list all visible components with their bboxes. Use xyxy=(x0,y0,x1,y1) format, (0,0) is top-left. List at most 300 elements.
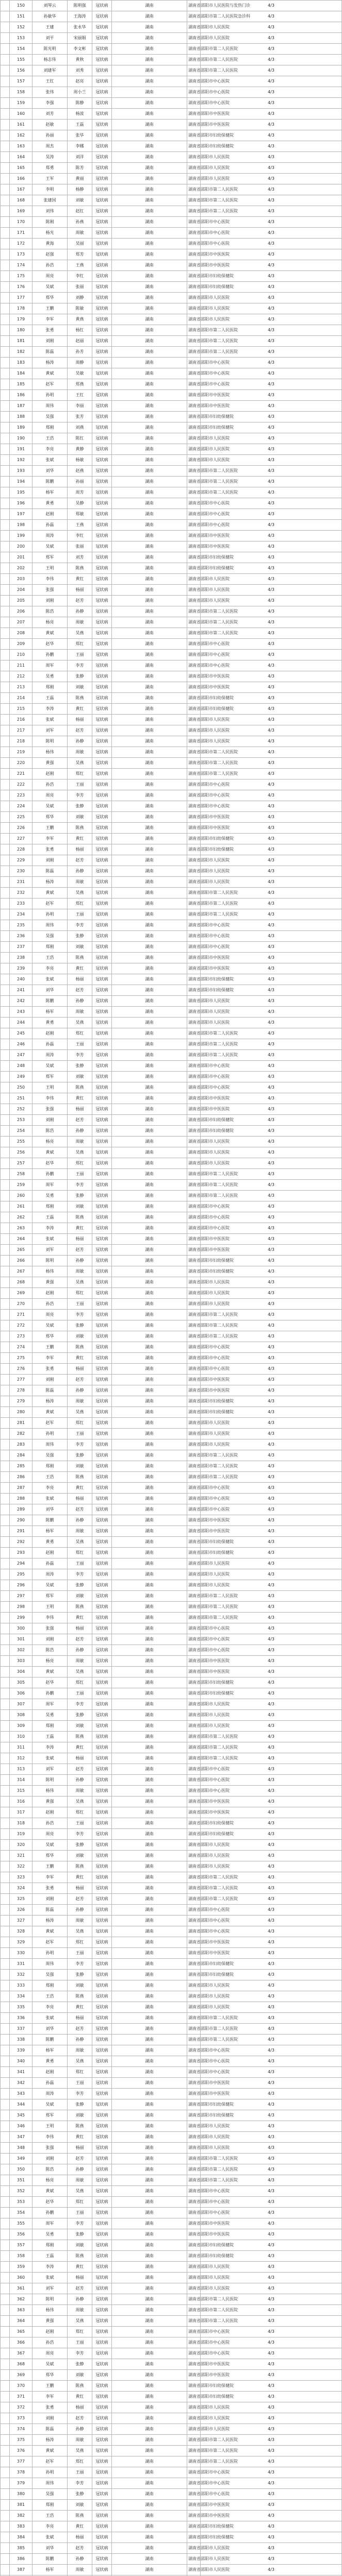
table-row xyxy=(1,1342,342,1353)
region-cell: 湖南 xyxy=(112,1742,187,1753)
row-number-cell: 216 xyxy=(10,715,32,725)
table-row xyxy=(1,2089,342,2099)
spacer-cell xyxy=(1,2489,10,2500)
category-cell: 冠状病 xyxy=(92,120,112,130)
institution-cell: 湖南省邵阳市妇幼保健院 xyxy=(187,1959,201,1970)
name-cell: 陈浩 xyxy=(32,1126,68,1137)
name-cell: 孙静 xyxy=(68,1515,92,1526)
name-cell: 张永华 xyxy=(68,22,92,33)
date-cell: 4/3 xyxy=(201,996,342,1007)
institution-cell: 湖南省邵阳市人民医院 xyxy=(187,1158,201,1169)
institution-cell: 湖南省邵阳市中医医院 xyxy=(187,682,201,693)
table-row xyxy=(1,563,342,574)
institution-cell: 湖南省邵阳市中医医院 xyxy=(187,249,201,260)
region-cell: 湖南 xyxy=(112,660,187,671)
region-cell: 湖南 xyxy=(112,639,187,650)
institution-cell: 湖南省邵阳市妇幼保健院 xyxy=(187,974,201,985)
date-cell: 4/3 xyxy=(201,812,342,823)
institution-cell: 湖南省邵阳市人民医院 xyxy=(187,1418,201,1429)
name-cell: 李军 xyxy=(32,1353,68,1364)
spacer-cell xyxy=(1,769,10,779)
spacer-cell xyxy=(1,866,10,877)
table-row xyxy=(1,65,342,76)
date-cell: 4/3 xyxy=(201,1667,342,1677)
date-cell: 4/3 xyxy=(201,2381,342,2392)
institution-cell: 湖南省邵阳市妇幼保健院 xyxy=(187,1266,201,1277)
spacer-cell xyxy=(1,2521,10,2532)
table-row xyxy=(1,1937,342,1948)
region-cell: 湖南 xyxy=(112,1504,187,1515)
name-cell: 黄斌 xyxy=(32,1926,68,1937)
category-cell: 冠状病 xyxy=(92,974,112,985)
table-row xyxy=(1,1147,342,1158)
name-cell: 刘华 xyxy=(32,985,68,996)
institution-cell: 湖南省邵阳市中心医院 xyxy=(187,779,201,790)
institution-cell: 湖南省邵阳市第二人民医院 xyxy=(187,184,201,195)
category-cell: 冠状病 xyxy=(92,888,112,899)
date-cell: 4/3 xyxy=(201,2089,342,2099)
institution-cell: 湖南省邵阳市妇幼保健院 xyxy=(187,2099,201,2110)
category-cell: 冠状病 xyxy=(92,477,112,487)
name-cell: 郑红 xyxy=(68,1548,92,1558)
row-number-cell: 173 xyxy=(10,249,32,260)
table-row xyxy=(1,1245,342,1256)
row-number-cell: 361 xyxy=(10,2283,32,2294)
name-cell: 郑红 xyxy=(68,899,92,909)
date-cell: 4/3 xyxy=(201,596,342,606)
table-row xyxy=(1,368,342,379)
row-number-cell: 172 xyxy=(10,239,32,249)
region-cell: 湖南 xyxy=(112,1245,187,1256)
category-cell: 冠状病 xyxy=(92,2305,112,2316)
row-number-cell: 291 xyxy=(10,1526,32,1537)
table-row xyxy=(1,2283,342,2294)
row-number-cell: 355 xyxy=(10,2218,32,2229)
table-row xyxy=(1,801,342,812)
region-cell: 湖南 xyxy=(112,487,187,498)
institution-cell: 湖南省邵阳市第二人民医院 xyxy=(187,1450,201,1461)
spacer-cell xyxy=(1,1180,10,1191)
table-row xyxy=(1,2413,342,2424)
row-number-cell: 213 xyxy=(10,682,32,693)
name-cell: 张丽 xyxy=(68,282,92,293)
name-cell: 郑燕 xyxy=(68,379,92,390)
region-cell: 湖南 xyxy=(112,1667,187,1677)
row-number-cell: 261 xyxy=(10,1201,32,1212)
table-row xyxy=(1,2132,342,2143)
category-cell: 冠状病 xyxy=(92,628,112,639)
table-row xyxy=(1,358,342,368)
name-cell: 王丽 xyxy=(68,1948,92,1959)
name-cell: 郑红 xyxy=(68,1288,92,1299)
spacer-cell xyxy=(1,228,10,239)
region-cell: 湖南 xyxy=(112,1104,187,1115)
date-cell: 4/3 xyxy=(201,1742,342,1753)
row-number-cell: 176 xyxy=(10,282,32,293)
spacer-cell xyxy=(1,76,10,87)
name-cell: 孙鹏 xyxy=(32,1688,68,1699)
name-cell: 刘静 xyxy=(68,293,92,303)
table-row xyxy=(1,2478,342,2489)
row-number-cell: 222 xyxy=(10,779,32,790)
date-cell: 4/3 xyxy=(201,1028,342,1039)
institution-cell: 湖南省邵阳市中医医院 xyxy=(187,260,201,271)
date-cell: 4/3 xyxy=(201,2045,342,2056)
category-cell: 冠状病 xyxy=(92,1667,112,1677)
date-cell: 4/3 xyxy=(201,444,342,455)
category-cell: 冠状病 xyxy=(92,1861,112,1872)
row-number-cell: 233 xyxy=(10,899,32,909)
table-row xyxy=(1,1667,342,1677)
region-cell: 湖南 xyxy=(112,531,187,541)
category-cell: 冠状病 xyxy=(92,1688,112,1699)
table-row xyxy=(1,1180,342,1191)
table-row xyxy=(1,2273,342,2283)
spacer-cell xyxy=(1,2229,10,2240)
name-cell: 陈浩 xyxy=(32,2164,68,2175)
region-cell: 湖南 xyxy=(112,130,187,141)
date-cell: 4/3 xyxy=(201,1007,342,1018)
institution-cell: 湖南省邵阳市第二人民医院 xyxy=(187,1180,201,1191)
category-cell: 冠状病 xyxy=(92,2446,112,2456)
table-row xyxy=(1,1353,342,1364)
spacer-cell xyxy=(1,844,10,855)
region-cell: 湖南 xyxy=(112,1007,187,1018)
region-cell: 湖南 xyxy=(112,368,187,379)
name-cell: 刘军 xyxy=(32,1245,68,1256)
row-number-cell: 256 xyxy=(10,1147,32,1158)
name-cell: 李伟 xyxy=(32,1093,68,1104)
name-cell: 刘敏 xyxy=(68,1721,92,1732)
name-cell: 杨光 xyxy=(32,228,68,239)
date-cell: 4/3 xyxy=(201,1093,342,1104)
institution-cell: 湖南省邵阳市人民医院 xyxy=(187,293,201,303)
institution-cell: 湖南省邵阳市第二人民医院 xyxy=(187,1472,201,1483)
spacer-cell xyxy=(1,1245,10,1256)
name-cell: 郑刚 xyxy=(32,1721,68,1732)
name-cell: 孙鹏 xyxy=(32,2208,68,2218)
name-cell: 赵芳 xyxy=(68,1245,92,1256)
name-cell: 陈明 xyxy=(32,1256,68,1266)
table-row xyxy=(1,1093,342,1104)
name-cell: 黄强 xyxy=(32,758,68,769)
date-cell: 4/3 xyxy=(201,920,342,931)
region-cell: 湖南 xyxy=(112,2035,187,2045)
category-cell: 冠状病 xyxy=(92,585,112,596)
date-cell: 4/3 xyxy=(201,2251,342,2262)
institution-cell: 湖南省邵阳市第二人民医院 xyxy=(187,477,201,487)
name-cell: 王丽 xyxy=(68,1818,92,1829)
name-cell: 张强 xyxy=(32,2143,68,2154)
region-cell: 湖南 xyxy=(112,206,187,217)
row-number-cell: 236 xyxy=(10,931,32,942)
institution-cell: 湖南省邵阳市中医医院 xyxy=(187,1104,201,1115)
row-number-cell: 302 xyxy=(10,1645,32,1656)
table-row xyxy=(1,1861,342,1872)
spacer-cell xyxy=(1,2402,10,2413)
institution-cell: 湖南省邵阳市第二人民医院 xyxy=(187,747,201,758)
category-cell: 冠状病 xyxy=(92,1851,112,1861)
region-cell: 湖南 xyxy=(112,758,187,769)
name-cell: 李芳 xyxy=(68,660,92,671)
spacer-cell xyxy=(1,1526,10,1537)
institution-cell: 湖南省邵阳市人民医院 xyxy=(187,1710,201,1721)
spacer-cell xyxy=(1,2262,10,2273)
row-number-cell: 288 xyxy=(10,1494,32,1504)
name-cell: 张静 xyxy=(68,1970,92,1980)
date-cell: 4/3 xyxy=(201,899,342,909)
institution-cell: 湖南省邵阳市中心医院 xyxy=(187,1504,201,1515)
institution-cell: 湖南省邵阳市中医医院 xyxy=(187,2218,201,2229)
row-number-cell: 307 xyxy=(10,1699,32,1710)
row-number-cell: 214 xyxy=(10,693,32,704)
category-cell: 冠状病 xyxy=(92,639,112,650)
name-cell: 孙明 xyxy=(32,2467,68,2478)
region-cell: 湖南 xyxy=(112,314,187,325)
institution-cell: 湖南省邵阳市人民医院 xyxy=(187,2565,201,2575)
date-cell: 4/3 xyxy=(201,747,342,758)
table-row xyxy=(1,130,342,141)
institution-cell: 湖南省邵阳市妇幼保健院 xyxy=(187,1256,201,1266)
date-cell: 4/3 xyxy=(201,2121,342,2132)
name-cell: 刘燕 xyxy=(68,422,92,433)
institution-cell: 湖南省邵阳市第二人民医院 xyxy=(187,347,201,358)
date-cell: 4/3 xyxy=(201,520,342,531)
region-cell: 湖南 xyxy=(112,1396,187,1407)
region-cell: 湖南 xyxy=(112,1061,187,1072)
date-cell: 4/3 xyxy=(201,336,342,347)
spacer-cell xyxy=(1,1375,10,1385)
institution-cell: 湖南省邵阳市妇幼保健院 xyxy=(187,141,201,152)
region-cell: 湖南 xyxy=(112,1537,187,1548)
institution-cell: 湖南省邵阳市人民医院 xyxy=(187,303,201,314)
table-row xyxy=(1,1558,342,1569)
name-cell: 孙浩 xyxy=(32,1299,68,1310)
row-number-cell: 254 xyxy=(10,1126,32,1137)
spacer-cell xyxy=(1,996,10,1007)
institution-cell: 湖南省邵阳市中心医院 xyxy=(187,1364,201,1375)
name-cell: 周伟 xyxy=(32,2478,68,2489)
spacer-cell xyxy=(1,1623,10,1634)
region-cell: 湖南 xyxy=(112,1732,187,1742)
spacer-cell xyxy=(1,2337,10,2348)
date-cell: 4/3 xyxy=(201,1429,342,1439)
name-cell: 郑刚 xyxy=(32,942,68,953)
name-cell: 吴斌 xyxy=(32,1061,68,1072)
institution-cell: 湖南省邵阳市中心医院 xyxy=(187,2186,201,2197)
spacer-cell xyxy=(1,303,10,314)
name-cell: 李亮 xyxy=(32,963,68,974)
date-cell: 4/3 xyxy=(201,1396,342,1407)
table-row xyxy=(1,1569,342,1580)
table-row xyxy=(1,2294,342,2305)
row-number-cell: 351 xyxy=(10,2175,32,2186)
spacer-cell xyxy=(1,1028,10,1039)
name-cell: 张静 xyxy=(68,1840,92,1851)
name-cell: 李芳 xyxy=(68,1569,92,1580)
category-cell: 冠状病 xyxy=(92,1331,112,1342)
date-cell: 4/3 xyxy=(201,1277,342,1288)
category-cell: 冠状病 xyxy=(92,239,112,249)
region-cell: 湖南 xyxy=(112,520,187,531)
table-row xyxy=(1,704,342,715)
name-cell: 刘洋 xyxy=(68,152,92,163)
spacer-cell xyxy=(1,1169,10,1180)
institution-cell: 湖南省邵阳市中医医院 xyxy=(187,531,201,541)
spacer-cell xyxy=(1,1126,10,1137)
date-cell: 4/3 xyxy=(201,1840,342,1851)
spacer-cell xyxy=(1,412,10,422)
category-cell: 冠状病 xyxy=(92,736,112,747)
name-cell: 赵刚 xyxy=(32,1548,68,1558)
table-row xyxy=(1,11,342,22)
category-cell: 冠状病 xyxy=(92,336,112,347)
name-cell: 孙鹏 xyxy=(32,1169,68,1180)
spacer-cell xyxy=(1,1840,10,1851)
table-row xyxy=(1,1742,342,1753)
institution-cell: 湖南省邵阳市中医医院 xyxy=(187,1667,201,1677)
category-cell: 冠状病 xyxy=(92,1418,112,1429)
date-cell: 4/3 xyxy=(201,390,342,401)
category-cell: 冠状病 xyxy=(92,2208,112,2218)
date-cell: 4/3 xyxy=(201,65,342,76)
category-cell: 冠状病 xyxy=(92,368,112,379)
category-cell: 冠状病 xyxy=(92,109,112,120)
spacer-cell xyxy=(1,1634,10,1645)
institution-cell: 湖南省邵阳市中医医院 xyxy=(187,1656,201,1667)
category-cell: 冠状病 xyxy=(92,2024,112,2035)
date-cell: 4/3 xyxy=(201,1320,342,1331)
region-cell: 湖南 xyxy=(112,1234,187,1245)
date-cell: 4/3 xyxy=(201,693,342,704)
institution-cell: 湖南省邵阳市中心医院 xyxy=(187,1353,201,1364)
region-cell: 湖南 xyxy=(112,2294,187,2305)
institution-cell: 湖南省邵阳市中医医院 xyxy=(187,2500,201,2511)
row-number-cell: 181 xyxy=(10,336,32,347)
table-row xyxy=(1,109,342,120)
name-cell: 赵军 xyxy=(32,1937,68,1948)
table-row xyxy=(1,2262,342,2273)
name-cell: 陈鹏 xyxy=(32,477,68,487)
row-number-cell: 195 xyxy=(10,487,32,498)
row-number-cell: 237 xyxy=(10,942,32,953)
date-cell: 4/3 xyxy=(201,563,342,574)
spacer-cell xyxy=(1,1342,10,1353)
table-row xyxy=(1,1450,342,1461)
institution-cell: 湖南省邵阳市中医医院 xyxy=(187,1234,201,1245)
institution-cell: 湖南省邵阳市第二人民医院急诊科 xyxy=(187,11,201,22)
name-cell: 李芳 xyxy=(68,2218,92,2229)
name-cell: 李强 xyxy=(32,98,68,109)
category-cell: 冠状病 xyxy=(92,1937,112,1948)
category-cell: 冠状病 xyxy=(92,2273,112,2283)
name-cell: 吴燕 xyxy=(68,1797,92,1807)
institution-cell: 湖南省邵阳市妇幼保健院 xyxy=(187,2110,201,2121)
institution-cell: 湖南省邵阳市中医医院 xyxy=(187,2078,201,2089)
table-row xyxy=(1,1439,342,1450)
name-cell: 王浩 xyxy=(32,953,68,963)
table-row xyxy=(1,1548,342,1558)
category-cell: 冠状病 xyxy=(92,1,112,11)
row-number-cell: 198 xyxy=(10,520,32,531)
table-row xyxy=(1,1461,342,1472)
category-cell: 冠状病 xyxy=(92,1764,112,1775)
institution-cell: 湖南省邵阳市妇幼保健院 xyxy=(187,1537,201,1548)
row-number-cell: 336 xyxy=(10,2013,32,2024)
category-cell: 冠状病 xyxy=(92,1840,112,1851)
table-row xyxy=(1,1104,342,1115)
institution-cell: 湖南省邵阳市中医医院 xyxy=(187,390,201,401)
table-row xyxy=(1,1201,342,1212)
row-number-cell: 280 xyxy=(10,1407,32,1418)
region-cell: 湖南 xyxy=(112,1699,187,1710)
table-row xyxy=(1,2110,342,2121)
category-cell: 冠状病 xyxy=(92,282,112,293)
spacer-cell xyxy=(1,1310,10,1320)
spacer-cell xyxy=(1,2218,10,2229)
row-number-cell: 170 xyxy=(10,217,32,228)
table-row xyxy=(1,1266,342,1277)
name-cell: 杨亮 xyxy=(32,1656,68,1667)
name-cell: 陈燕 xyxy=(68,1732,92,1742)
institution-cell: 湖南省邵阳市第二人民医院 xyxy=(187,899,201,909)
name-cell: 赵军 xyxy=(32,2456,68,2467)
name-cell: 陈静 xyxy=(68,98,92,109)
row-number-cell: 182 xyxy=(10,347,32,358)
spacer-cell xyxy=(1,1483,10,1494)
name-cell: 周敏 xyxy=(68,2565,92,2575)
name-cell: 杨丽 xyxy=(68,1494,92,1504)
date-cell: 4/3 xyxy=(201,2435,342,2446)
region-cell: 湖南 xyxy=(112,779,187,790)
row-number-cell: 151 xyxy=(10,11,32,22)
institution-cell: 湖南省邵阳市中医医院 xyxy=(187,953,201,963)
name-cell: 陈燕 xyxy=(68,1991,92,2002)
name-cell: 周亮 xyxy=(32,1310,68,1320)
date-cell: 4/3 xyxy=(201,606,342,617)
name-cell: 王红 xyxy=(68,390,92,401)
row-number-cell: 367 xyxy=(10,2348,32,2359)
institution-cell: 湖南省邵阳市妇幼保健院 xyxy=(187,844,201,855)
table-row xyxy=(1,1375,342,1385)
spacer-cell xyxy=(1,1742,10,1753)
name-cell: 孙静 xyxy=(68,1385,92,1396)
spacer-cell xyxy=(1,1201,10,1212)
date-cell: 4/3 xyxy=(201,33,342,44)
category-cell: 冠状病 xyxy=(92,1007,112,1018)
name-cell: 杨涛 xyxy=(32,1916,68,1926)
row-number-cell: 345 xyxy=(10,2110,32,2121)
institution-cell: 湖南省邵阳市人民医院与发热门诊 xyxy=(187,1,201,11)
row-number-cell: 319 xyxy=(10,1829,32,1840)
name-cell: 孙鹏 xyxy=(32,650,68,660)
category-cell: 冠状病 xyxy=(92,1093,112,1104)
row-number-cell: 311 xyxy=(10,1742,32,1753)
region-cell: 湖南 xyxy=(112,1558,187,1569)
spacer-cell xyxy=(1,1072,10,1082)
table-row xyxy=(1,2532,342,2543)
name-cell: 吴斌 xyxy=(32,1840,68,1851)
institution-cell: 湖南省邵阳市中心医院 xyxy=(187,942,201,953)
category-cell: 冠状病 xyxy=(92,660,112,671)
name-cell: 王鹏 xyxy=(32,303,68,314)
name-cell: 周敏 xyxy=(68,1396,92,1407)
name-cell: 陈鹏 xyxy=(32,1515,68,1526)
row-number-cell: 341 xyxy=(10,2067,32,2078)
name-cell: 王明 xyxy=(32,563,68,574)
category-cell: 冠状病 xyxy=(92,293,112,303)
spacer-cell xyxy=(1,1916,10,1926)
